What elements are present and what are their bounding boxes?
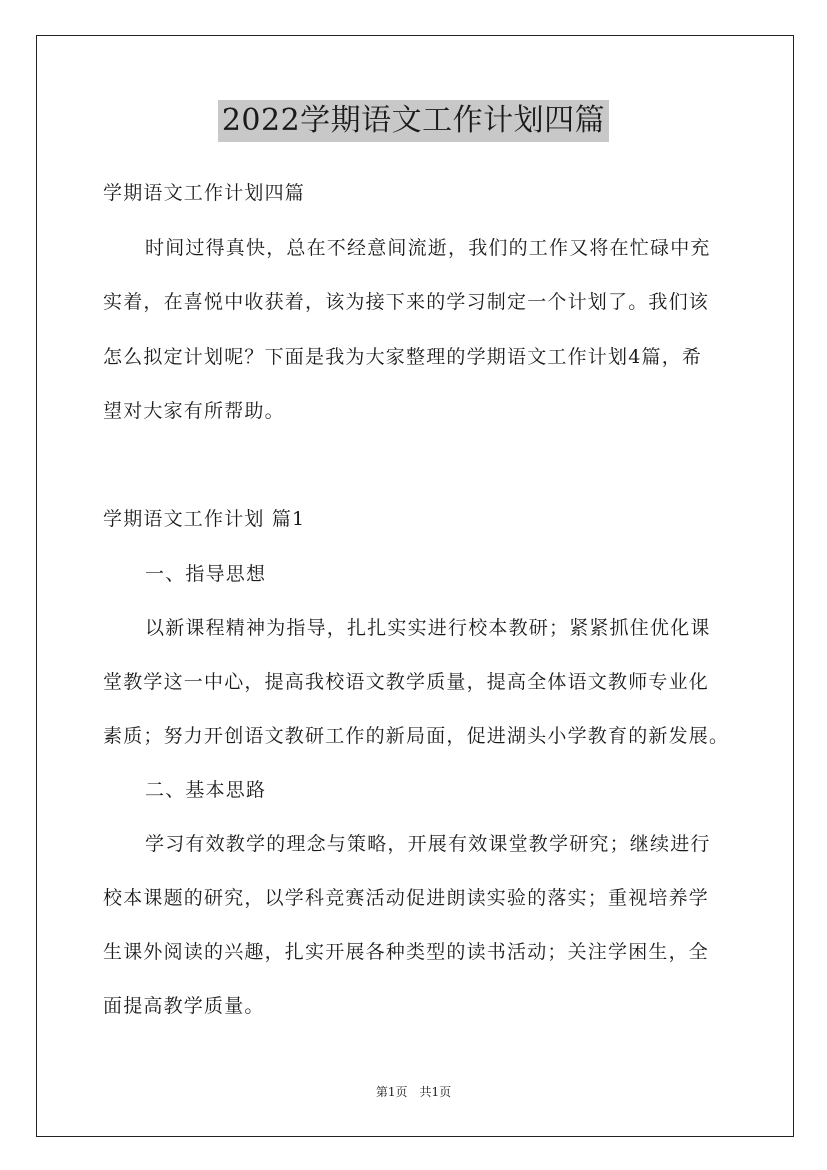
part1-line: 素质；努力开创语文教研工作的新局面，促进湖头小学教育的新发展。 bbox=[103, 725, 730, 747]
part1-line: 堂教学这一中心，提高我校语文教学质量，提高全体语文教师专业化 bbox=[103, 671, 710, 693]
part2-heading: 二、基本思路 bbox=[145, 779, 267, 801]
document-title: 2022学期语文工作计划四篇 bbox=[218, 100, 609, 142]
part1-heading: 一、指导思想 bbox=[145, 563, 267, 585]
part2-line: 学习有效教学的理念与策略，开展有效课堂教学研究；继续进行 bbox=[145, 833, 711, 855]
part2-line: 校本课题的研究，以学科竞赛活动促进朗读实验的落实；重视培养学 bbox=[103, 887, 710, 909]
page-number-footer: 第1页 共1页 bbox=[375, 1085, 452, 1099]
intro-line: 望对大家有所帮助。 bbox=[103, 400, 285, 422]
part2-line: 面提高教学质量。 bbox=[103, 995, 265, 1017]
part1-line: 以新课程精神为指导，扎扎实实进行校本教研；紧紧抓住优化课 bbox=[145, 617, 711, 639]
intro-line: 时间过得真快，总在不经意间流逝，我们的工作又将在忙碌中充 bbox=[145, 237, 711, 259]
part2-line: 生课外阅读的兴趣，扎实开展各种类型的读书活动；关注学困生，全 bbox=[103, 941, 710, 963]
intro-line: 怎么拟定计划呢？下面是我为大家整理的学期语文工作计划4篇，希 bbox=[103, 346, 703, 368]
title-container bbox=[0, 100, 827, 142]
section-heading: 学期语文工作计划 篇1 bbox=[103, 508, 306, 530]
document-subtitle: 学期语文工作计划四篇 bbox=[103, 182, 306, 204]
intro-line: 实着，在喜悦中收获着，该为接下来的学习制定一个计划了。我们该 bbox=[103, 291, 710, 313]
